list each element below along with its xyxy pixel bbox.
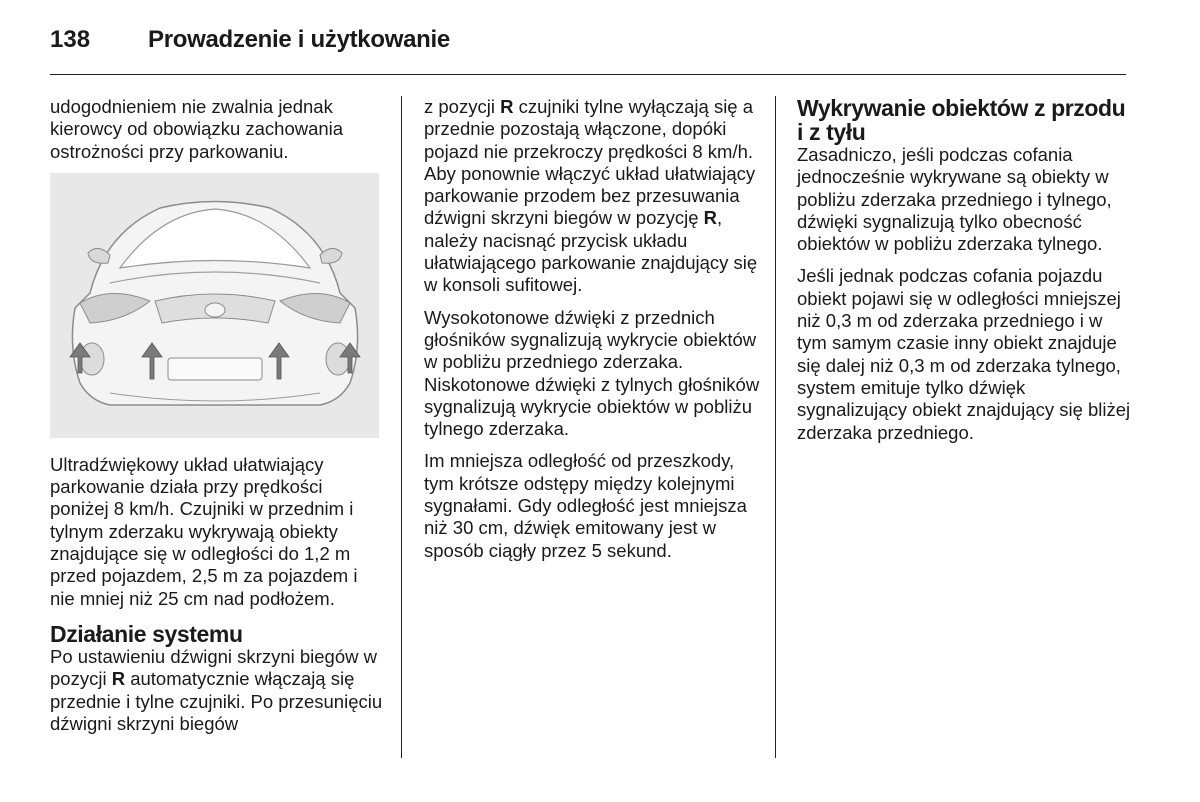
- column-divider-1: [401, 96, 402, 758]
- car-front-image: [50, 173, 379, 438]
- section-heading: Wykrywanie obiektów z przodu i z tyłu: [797, 95, 1126, 145]
- paragraph: z pozycji R czujniki tylne wyłączają się a przednie pozostają włączone, dopóki pojazd nie przekroczy prędkości 8 km/h. Aby ponownie włączyć układ ułatwiający parkowanie przodem bez przesuwania dźwigni skrzyni biegów w pozycję R, należy nacisnąć przycisk układu ułatwiającego parkowanie znajdujący się w konsoli sufitowej.: [424, 96, 758, 296]
- paragraph: udogodnieniem nie zwalnia jednak kierowcy od obowiązku zachowania ostrożności przy parkowaniu.: [50, 96, 344, 162]
- car-sensors-illustration: [50, 173, 379, 438]
- paragraph: Im mniejsza odległość od przeszkody, tym krótsze odstępy między kolejnymi sygnałami. Gdy odległość jest mniejsza niż 30 cm, dźwięk emitowany jest w sposób ciągły przez 5 sekund.: [424, 450, 747, 561]
- header-divider: [50, 74, 1126, 75]
- page-title: Prowadzenie i użytkowanie: [148, 26, 450, 53]
- column-1: [50, 96, 386, 745]
- column-3: [797, 96, 1133, 454]
- section-heading: Działanie systemu: [50, 620, 243, 647]
- paragraph: Ultradźwiękowy układ ułatwiający parkowanie działa przy prędkości poniżej 8 km/h. Czujniki w przednim i tylnym zderzaku wykrywają obiekty znajdujące się w odległości do 1,2 m przed pojazdem, 2,5 m za pojazdem i nie mniej niż 25 cm nad podłożem.: [50, 453, 358, 609]
- column-2: [424, 96, 760, 572]
- paragraph: Wysokotonowe dźwięki z przednich głośników sygnalizują wykrycie obiektów w pobliżu przedniego zderzaka. Niskotonowe dźwięki z tylnych głośników sygnalizują wykrycie obiektów w pobliżu tylnego zderzaka.: [424, 306, 760, 440]
- paragraph: Po ustawieniu dźwigni skrzyni biegów w pozycji R automatycznie włączają się przednie i tylne czujniki. Po przesunięciu dźwigni skrzyni biegów: [50, 645, 383, 734]
- paragraph: Jeśli jednak podczas cofania pojazdu obiekt pojawi się w odległości mniejszej niż 0,3 m od zderzaka przedniego i w tym samym czasie inny obiekt znajduje się dalej niż 0,3 m od zderzaka tylnego, system emituje tylko dźwięk sygnalizujący obiekt znajdujący się bliżej zderzaka przedniego.: [797, 265, 1131, 443]
- column-divider-2: [775, 96, 776, 758]
- page-number: 138: [50, 26, 91, 53]
- paragraph: Zasadniczo, jeśli podczas cofania jednocześnie wykrywane są obiekty w pobliżu zderzaka przedniego i tylnego, dźwięki sygnalizują tylko obecność obiektów w pobliżu zderzaka tylnego.: [797, 144, 1112, 255]
- page-header: [50, 22, 1126, 62]
